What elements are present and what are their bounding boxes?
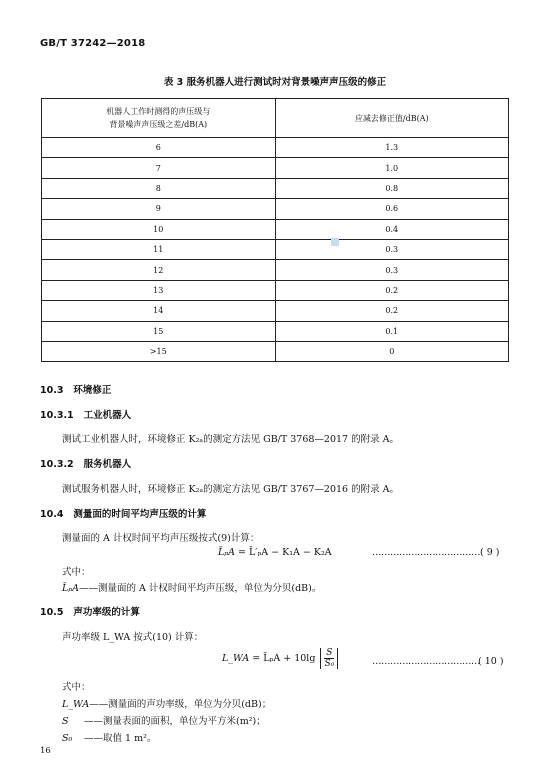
- definition-s0: [62, 730, 156, 744]
- equation-9: [218, 547, 332, 558]
- cell-difference: 9: [42, 199, 276, 219]
- cell-correction: 0.4: [275, 219, 509, 239]
- section-title: 环境修正: [73, 385, 112, 396]
- equation-9-rhs: = L̄′ₚA − K₁A − K₂A: [238, 547, 332, 558]
- cell-difference: 11: [42, 239, 276, 259]
- col-header-difference-line1: 机器人工作时测得的声压级与: [106, 107, 211, 116]
- table-row: [42, 199, 509, 219]
- equation-10: [222, 648, 340, 669]
- definition-symbol: L̄ₚA: [62, 583, 79, 594]
- table-row: [42, 301, 509, 321]
- definition-text: ——测量表面的面积，单位为平方米(m²)；: [84, 716, 266, 727]
- section-10-3-1-text: 测试工业机器人时，环境修正 K₂ₐ的测定方法见 GB/T 3768—2017 的附录 A。: [62, 434, 399, 445]
- table-row: [42, 219, 509, 239]
- cell-difference: 14: [42, 301, 276, 321]
- definition-text: ——测量面的声功率级，单位为分贝(dB)；: [89, 699, 272, 710]
- table-header-row: [42, 99, 509, 138]
- cell-correction: 0.3: [275, 260, 509, 280]
- section-10-3-2-heading: [40, 456, 131, 470]
- correction-table: [41, 98, 509, 362]
- table-row: [42, 158, 509, 178]
- col-header-correction: 应减去修正值/dB(A): [275, 99, 509, 138]
- cell-difference: 12: [42, 260, 276, 280]
- cell-correction: 0: [275, 341, 509, 361]
- col-header-difference: [42, 99, 276, 138]
- cell-correction: 0.2: [275, 301, 509, 321]
- section-10-5-intro: 声功率级 L_WA 按式(10) 计算：: [62, 632, 204, 643]
- table-row: [42, 341, 509, 361]
- section-title: 测量面的时间平均声压级的计算: [73, 509, 207, 520]
- section-10-4-heading: [40, 506, 206, 520]
- col-header-difference-line2: 背景噪声声压级之差/dB(A): [109, 120, 208, 129]
- section-10-3-heading: [40, 382, 111, 396]
- table-row: [42, 260, 509, 280]
- section-10-3-1-heading: [40, 407, 131, 421]
- equation-10-lhs: L_WA: [222, 653, 250, 664]
- equation-9-lhs: L̄ₚA: [218, 547, 235, 558]
- cell-difference: 15: [42, 321, 276, 341]
- table-row: [42, 138, 509, 158]
- cell-correction: 1.0: [275, 158, 509, 178]
- table-row: [42, 280, 509, 300]
- watermark-mark: [331, 238, 339, 246]
- section-number: 10.4: [40, 509, 64, 520]
- definition-symbol: L_WA: [62, 699, 90, 710]
- fraction-numerator: S: [326, 648, 333, 658]
- fraction-denominator: S₀: [324, 659, 335, 669]
- cell-correction: 0.8: [275, 178, 509, 198]
- table-row: [42, 239, 509, 259]
- section-title: 工业机器人: [83, 410, 132, 421]
- cell-difference: 7: [42, 158, 276, 178]
- cell-correction: 0.1: [275, 321, 509, 341]
- definition-lwa: [62, 696, 271, 710]
- section-number: 10.3: [40, 385, 64, 396]
- equation-10-mid: = L̄ₚA + 10lg: [252, 653, 316, 664]
- section-10-5-where: 式中：: [62, 682, 91, 693]
- section-number: 10.3.2: [40, 459, 74, 470]
- definition-text: ——测量面的 A 计权时间平均声压级，单位为分贝(dB)。: [78, 583, 322, 594]
- section-title: 服务机器人: [83, 459, 132, 470]
- equation-9-leader: ………………………………: [372, 547, 480, 558]
- table-row: [42, 321, 509, 341]
- equation-10-fraction: [320, 648, 338, 669]
- cell-difference: 8: [42, 178, 276, 198]
- equation-10-number: ( 10 ): [478, 656, 504, 667]
- cell-difference: 13: [42, 280, 276, 300]
- cell-correction: 0.2: [275, 280, 509, 300]
- cell-difference: 6: [42, 138, 276, 158]
- section-number: 10.5: [40, 607, 64, 618]
- page-number: 16: [40, 746, 51, 756]
- section-10-4-where: 式中：: [62, 567, 91, 578]
- definition-symbol: S₀: [62, 733, 73, 744]
- section-10-3-2-text: 测试服务机器人时，环境修正 K₂ₐ的测定方法见 GB/T 3767—2016 的附录 A。: [62, 484, 399, 495]
- cell-correction: 1.3: [275, 138, 509, 158]
- cell-correction: 0.6: [275, 199, 509, 219]
- definition-lpa: [62, 580, 321, 594]
- section-10-4-intro: 测量面的 A 计权时间平均声压级按式(9)计算：: [62, 533, 260, 544]
- standard-code: GB/T 37242—2018: [40, 38, 146, 49]
- section-number: 10.3.1: [40, 410, 74, 421]
- cell-difference: 10: [42, 219, 276, 239]
- equation-9-number: ( 9 ): [480, 547, 500, 558]
- section-title: 声功率级的计算: [73, 607, 140, 618]
- definition-s: [62, 713, 266, 727]
- cell-difference: >15: [42, 341, 276, 361]
- cell-correction: 0.3: [275, 239, 509, 259]
- definition-text: ——取值 1 m²。: [84, 733, 157, 744]
- definition-symbol: S: [62, 716, 69, 727]
- section-10-5-heading: [40, 604, 140, 618]
- table-row: [42, 178, 509, 198]
- table-caption: 表 3 服务机器人进行测试时对背景噪声声压级的修正: [163, 77, 387, 88]
- equation-10-leader: ………………………………: [372, 656, 480, 667]
